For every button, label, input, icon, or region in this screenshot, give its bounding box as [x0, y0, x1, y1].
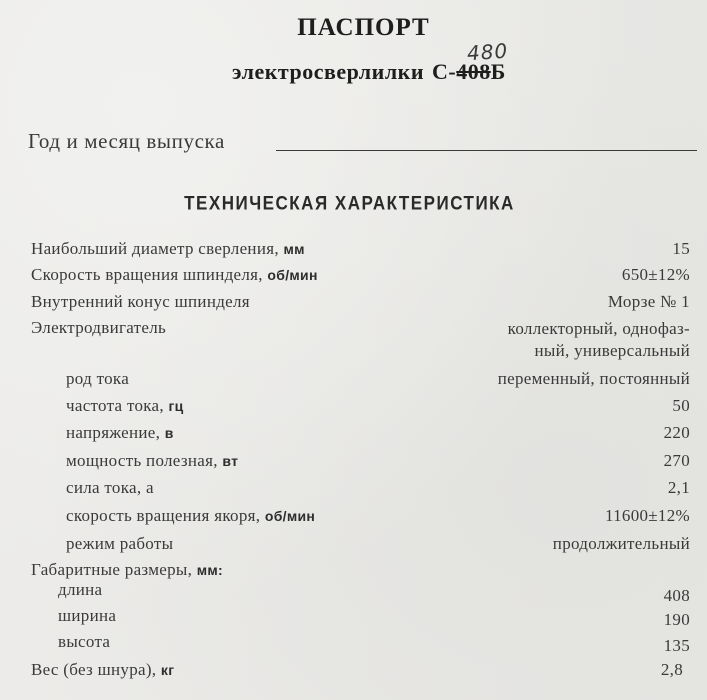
- spec-label: [66, 396, 184, 416]
- model-number-struck: 408: [456, 59, 491, 84]
- spec-label-text: Вес (без шнура),: [31, 660, 161, 679]
- spec-value: 2,8: [660, 660, 683, 679]
- spec-label-text: Габаритные размеры,: [31, 560, 197, 579]
- year-month-label: Год и месяц выпуска: [28, 129, 225, 153]
- spec-value: 650±12%: [621, 265, 690, 284]
- spec-row-length: [0, 580, 707, 604]
- model-designation: [432, 59, 506, 84]
- handwritten-model-correction: 480: [466, 38, 509, 66]
- spec-value: 11600±12%: [604, 506, 690, 525]
- spec-value-line-1: коллекторный, однофаз-: [507, 319, 690, 338]
- spec-value: 2,1: [667, 478, 690, 497]
- spec-label: [66, 478, 154, 498]
- spec-label: [66, 423, 174, 443]
- model-prefix: С-: [432, 59, 457, 84]
- spec-label-text: род тока: [66, 369, 130, 388]
- spec-row-armature-speed: [0, 506, 707, 530]
- spec-label-text: скорость вращения якоря,: [66, 506, 265, 525]
- spec-label-text: высота: [58, 632, 111, 651]
- spec-value: 408: [663, 586, 690, 605]
- spec-value: 15: [672, 239, 690, 258]
- spec-row-current-frequency: [0, 396, 707, 420]
- spec-value: Морзе № 1: [607, 292, 690, 311]
- spec-label-text: сила тока, а: [66, 478, 154, 497]
- spec-row-width: [0, 606, 707, 630]
- spec-row-spindle-speed: [0, 265, 707, 289]
- section-heading: ТЕХНИЧЕСКАЯ ХАРАКТЕРИСТИКА: [184, 192, 515, 215]
- spec-unit: кг: [160, 662, 175, 678]
- spec-label: [31, 560, 223, 580]
- spec-label-text: мощность полезная,: [66, 451, 223, 470]
- spec-unit: мм:: [196, 562, 224, 578]
- spec-label-text: длина: [58, 580, 103, 599]
- model-suffix: Б: [490, 59, 506, 84]
- spec-unit: об/мин: [267, 267, 318, 283]
- spec-label: [31, 660, 174, 680]
- spec-label: [66, 506, 315, 526]
- spec-row-weight: [0, 660, 707, 684]
- spec-label: [31, 265, 318, 285]
- spec-value: 190: [663, 610, 690, 629]
- spec-value-line-2: ный, универсальный: [534, 341, 690, 360]
- spec-value: 50: [672, 396, 690, 415]
- spec-row-useful-power: [0, 451, 707, 475]
- spec-value: 135: [663, 636, 690, 655]
- spec-value: [508, 318, 690, 362]
- year-month-blank-line: [276, 150, 697, 151]
- spec-row-motor: [0, 318, 707, 364]
- spec-label: [31, 318, 166, 338]
- spec-value: 220: [663, 423, 690, 442]
- spec-unit: в: [164, 425, 174, 441]
- spec-label-text: ширина: [58, 606, 117, 625]
- spec-label: [58, 632, 110, 652]
- spec-label: [66, 534, 173, 554]
- document-subtitle: [232, 59, 506, 85]
- spec-unit: об/мин: [264, 508, 316, 524]
- spec-label-text: Наибольший диаметр сверления,: [31, 239, 284, 258]
- spec-unit: гц: [168, 398, 184, 414]
- spec-label-text: Электродвигатель: [31, 318, 167, 337]
- spec-label: [58, 606, 116, 626]
- spec-unit: мм: [283, 241, 305, 257]
- spec-label-text: режим работы: [66, 534, 174, 553]
- spec-label-text: Скорость вращения шпинделя,: [31, 265, 268, 284]
- spec-row-current-type: [0, 369, 707, 393]
- spec-label-text: Внутренний конус шпинделя: [31, 292, 250, 311]
- spec-row-voltage: [0, 423, 707, 447]
- spec-unit: вт: [222, 453, 239, 469]
- spec-row-max-drill-diameter: [0, 239, 707, 263]
- spec-value: 270: [663, 451, 690, 470]
- spec-label: [31, 292, 250, 312]
- document-title: ПАСПОРТ: [297, 14, 430, 41]
- spec-value: переменный, постоянный: [497, 369, 690, 388]
- spec-label: [58, 580, 102, 600]
- spec-label-text: частота тока,: [66, 396, 169, 415]
- spec-label-text: напряжение,: [66, 423, 165, 442]
- spec-label: [66, 369, 129, 389]
- spec-row-height: [0, 632, 707, 656]
- subtitle-product-name: электросверлилки: [232, 59, 425, 84]
- spec-label: [66, 451, 238, 471]
- spec-label: [31, 239, 305, 259]
- spec-value: продолжительный: [552, 534, 690, 553]
- spec-row-current-strength: [0, 478, 707, 502]
- spec-row-operating-mode: [0, 534, 707, 558]
- spec-row-spindle-taper: [0, 292, 707, 316]
